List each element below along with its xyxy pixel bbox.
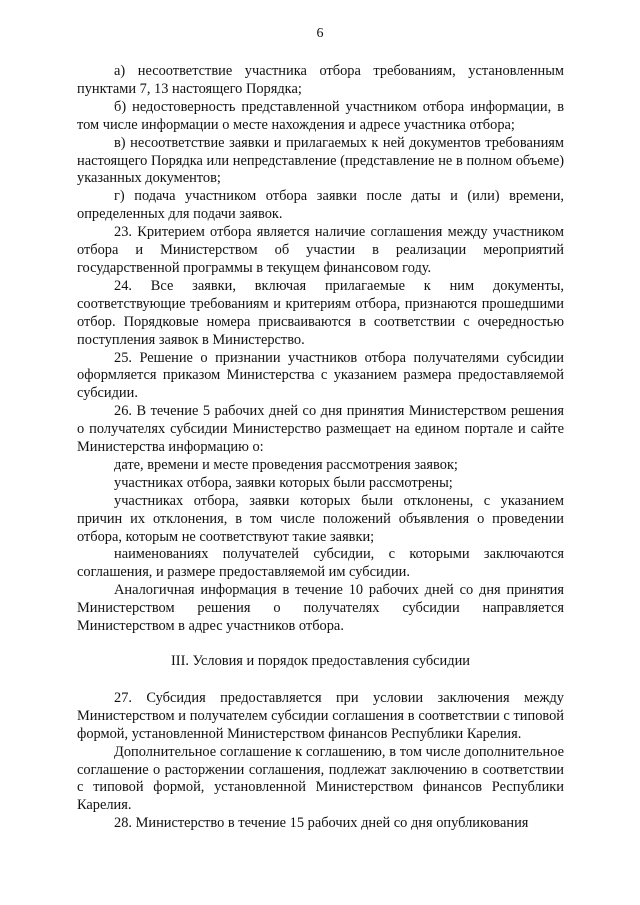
paragraph: 28. Министерство в течение 15 рабочих дней со дня опубликования xyxy=(114,815,529,832)
paragraph: дате, времени и месте проведения рассмотрения заявок; xyxy=(114,456,458,473)
paragraph: 26. В течение 5 рабочих дней со дня принятия Министерством решения о получателях субсидии Министерство размещает на едином портале и сайте Министерства информацию о: xyxy=(77,403,564,456)
paragraph: б) недостоверность представленной участником отбора информации, в том числе информации о месте нахождения и адресе участника отбора; xyxy=(77,98,564,133)
paragraph: в) несоответствие заявки и прилагаемых к ней документов требованиям настоящего Порядка или непредставление (представление не в полном объеме) указанных документов; xyxy=(77,134,564,187)
paragraph: наименованиях получателей субсидии, с которыми заключаются соглашения, и размере предоставляемой им субсидии. xyxy=(77,546,564,581)
paragraph: 25. Решение о признании участников отбора получателями субсидии оформляется приказом Министерства с указанием размера предоставляемой субсидии. xyxy=(77,349,564,402)
paragraph: г) подача участником отбора заявки после даты и (или) времени, определенных для подачи заявок. xyxy=(77,188,564,223)
page-number: 6 xyxy=(316,26,324,41)
paragraph: Дополнительное соглашение к соглашению, в том числе дополнительное соглашение о расторжении соглашения, подлежат заключению в соответствии с типовой формой, установленной Министерством финансов Республики Карелия. xyxy=(77,743,564,814)
section-heading: III. Условия и порядок предоставления субсидии xyxy=(171,653,470,669)
document-body xyxy=(77,63,564,833)
paragraph: а) несоответствие участника отбора требованиям, установленным пунктами 7, 13 настоящего Порядка; xyxy=(77,63,564,97)
paragraph: участниках отбора, заявки которых были отклонены, с указанием причин их отклонения, в том числе положений объявления о проведении отбора, которым не соответствуют такие заявки; xyxy=(77,492,564,545)
paragraph: 27. Субсидия предоставляется при условии заключения между Министерством и получателем субсидии соглашения в соответствии с типовой формой, установленной Министерством финансов Республики Карелия. xyxy=(77,689,564,742)
paragraph: 24. Все заявки, включая прилагаемые к ним документы, соответствующие требованиям и критериям отбора, признаются прошедшими отбор. Порядковые номера присваиваются в соответствии с очередностью поступления заявок в Министерство. xyxy=(77,277,564,348)
paragraph: Аналогичная информация в течение 10 рабочих дней со дня принятия Министерством решения о получателях субсидии направляется Министерством в адрес участников отбора. xyxy=(77,582,564,635)
paragraph: участниках отбора, заявки которых были рассмотрены; xyxy=(114,474,453,491)
paragraph: 23. Критерием отбора является наличие соглашения между участником отбора и Министерством об участии в реализации мероприятий государственной программы в текущем финансовом году. xyxy=(77,224,564,276)
